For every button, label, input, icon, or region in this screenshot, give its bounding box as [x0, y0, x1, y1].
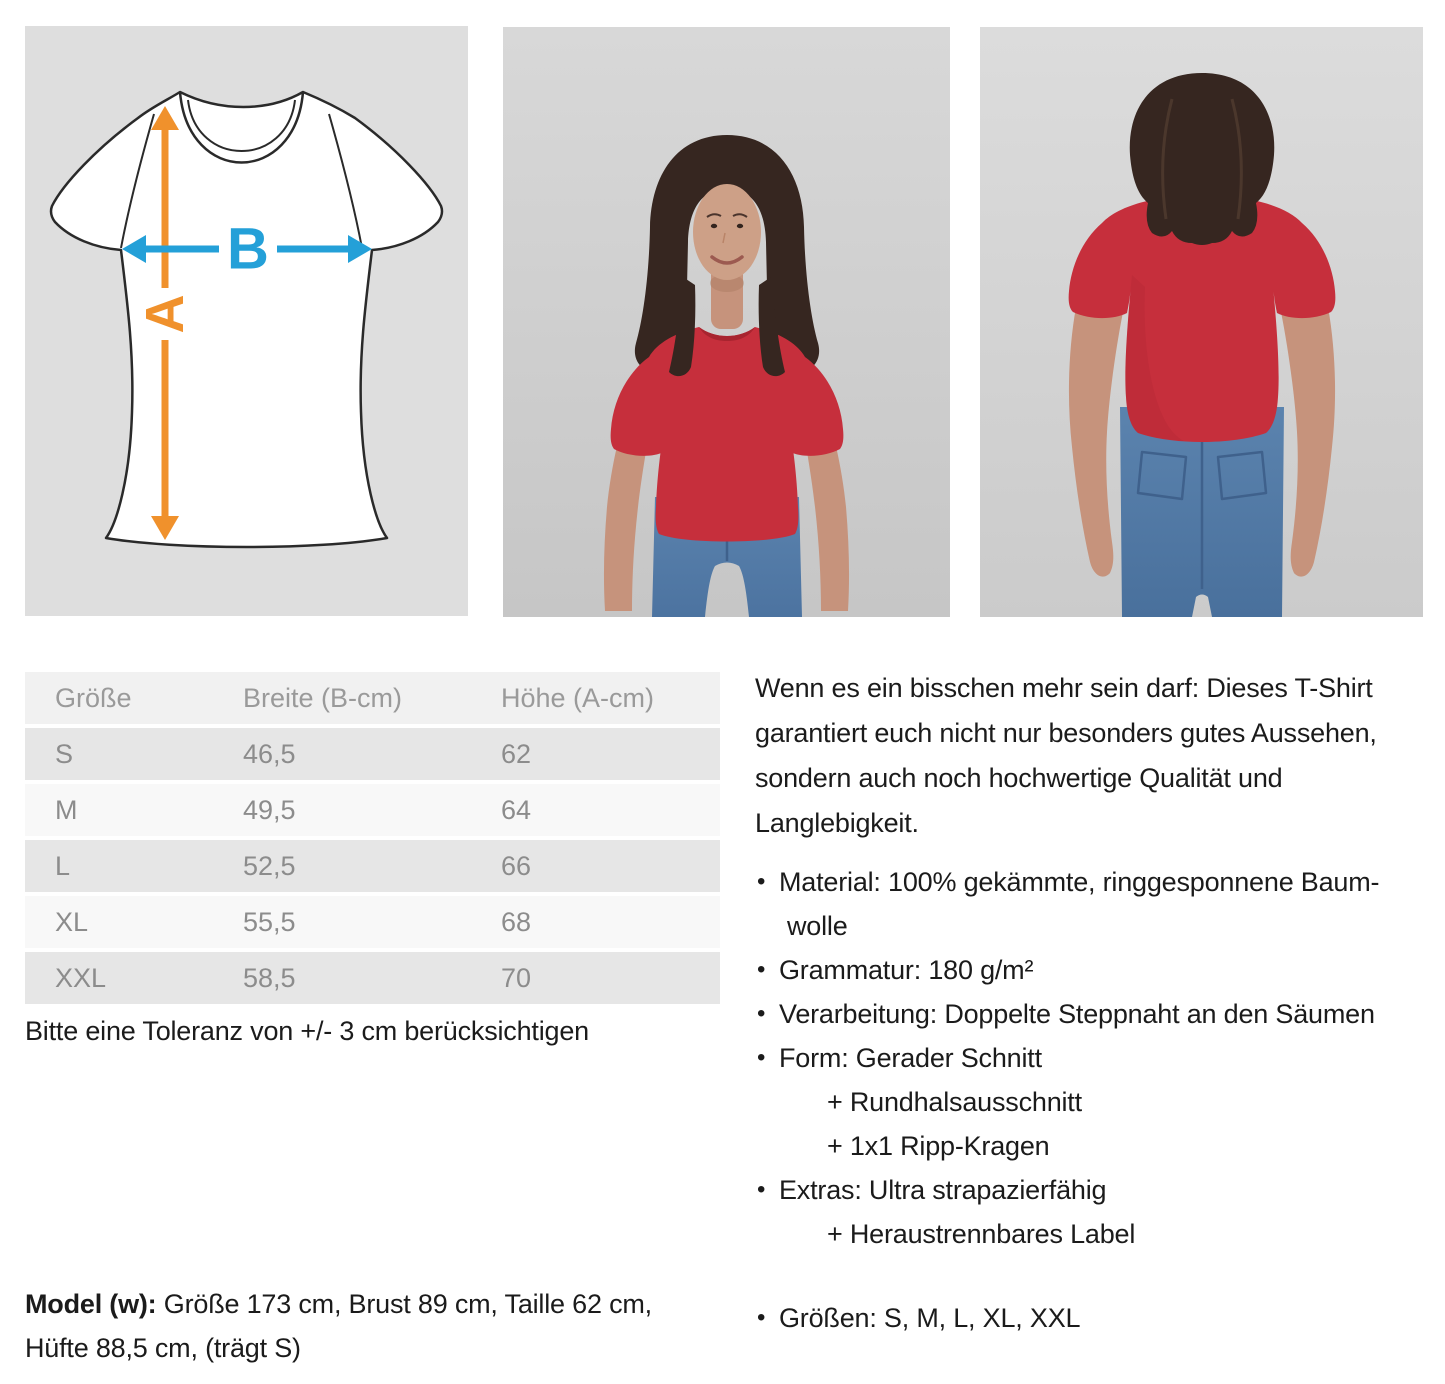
cell-hoehe: 62	[473, 728, 720, 784]
intro-line: garantiert euch nicht nur besonders gutes Aussehen,	[755, 718, 1377, 748]
col-header-breite: Breite (B-cm)	[215, 672, 473, 728]
table-row	[25, 840, 720, 896]
cell-hoehe: 64	[473, 784, 720, 840]
bullet-item: • Verarbeitung: Doppelte Steppnaht an den Säumen	[755, 992, 1445, 1036]
description-bullets	[755, 860, 1445, 1340]
bullet-item: • Grammatur: 180 g/m²	[755, 948, 1445, 992]
intro-line: Langlebigkeit.	[755, 808, 919, 838]
cell-breite: 55,5	[215, 896, 473, 952]
product-description	[755, 666, 1445, 1340]
cell-breite: 49,5	[215, 784, 473, 840]
table-row	[25, 728, 720, 784]
cell-size: S	[25, 728, 215, 784]
model-back-illustration	[980, 27, 1423, 617]
intro-line: sondern auch noch hochwertige Qualität und	[755, 763, 1283, 793]
size-diagram-panel	[25, 26, 468, 616]
bullet-dot: •	[757, 868, 766, 895]
cell-hoehe: 68	[473, 896, 720, 952]
model-front-illustration	[503, 27, 950, 617]
table-row	[25, 896, 720, 952]
bullet-subline: + 1x1 Ripp-Kragen	[827, 1131, 1050, 1161]
cell-size: L	[25, 840, 215, 896]
cell-size: XL	[25, 896, 215, 952]
model-info	[25, 1282, 652, 1370]
model-info-line2: Hüfte 88,5 cm, (trägt S)	[25, 1333, 301, 1363]
cell-hoehe: 70	[473, 952, 720, 1008]
bullet-subline: + Heraustrennbares Label	[827, 1219, 1136, 1249]
bullet-dot: •	[757, 1000, 766, 1027]
description-intro	[755, 666, 1445, 846]
size-table	[25, 672, 720, 1008]
bullet-continuation: wolle	[787, 911, 848, 941]
table-row	[25, 952, 720, 1008]
intro-line: Wenn es ein bisschen mehr sein darf: Dieses T-Shirt	[755, 673, 1373, 703]
hair-back	[1130, 73, 1275, 245]
col-header-groesse: Größe	[25, 672, 215, 728]
model-info-label: Model (w):	[25, 1289, 157, 1319]
model-info-line1: Model (w): Größe 173 cm, Brust 89 cm, Taille 62 cm,	[25, 1289, 652, 1319]
tshirt-outline	[51, 92, 442, 547]
model-photo-back	[980, 27, 1423, 617]
cell-breite: 58,5	[215, 952, 473, 1008]
bullet-dot: •	[757, 1176, 766, 1203]
col-header-hoehe: Höhe (A-cm)	[473, 672, 720, 728]
cell-hoehe: 66	[473, 840, 720, 896]
measure-label-b: B	[227, 216, 269, 282]
table-row	[25, 784, 720, 840]
bullet-item: • Größen: S, M, L, XL, XXL	[755, 1296, 1445, 1340]
bullet-item: • Extras: Ultra strapazierfähig	[755, 1168, 1445, 1212]
cell-size: M	[25, 784, 215, 840]
measure-label-a: A	[135, 294, 195, 334]
bullet-dot: •	[757, 1304, 766, 1331]
bullet-dot: •	[757, 956, 766, 983]
tshirt-measurement-diagram	[25, 26, 468, 616]
bullet-item: • Material: 100% gekämmte, ringgesponnene Baum-	[755, 860, 1445, 904]
cell-breite: 46,5	[215, 728, 473, 784]
table-header-row	[25, 672, 720, 728]
model-photo-front	[503, 27, 950, 617]
face	[693, 184, 761, 280]
cell-breite: 52,5	[215, 840, 473, 896]
bullet-subline: + Rundhalsausschnitt	[827, 1087, 1082, 1117]
bullet-dot: •	[757, 1044, 766, 1071]
tolerance-note: Bitte eine Toleranz von +/- 3 cm berücksichtigen	[25, 1016, 589, 1046]
bullet-item: • Form: Gerader Schnitt	[755, 1036, 1445, 1080]
cell-size: XXL	[25, 952, 215, 1008]
